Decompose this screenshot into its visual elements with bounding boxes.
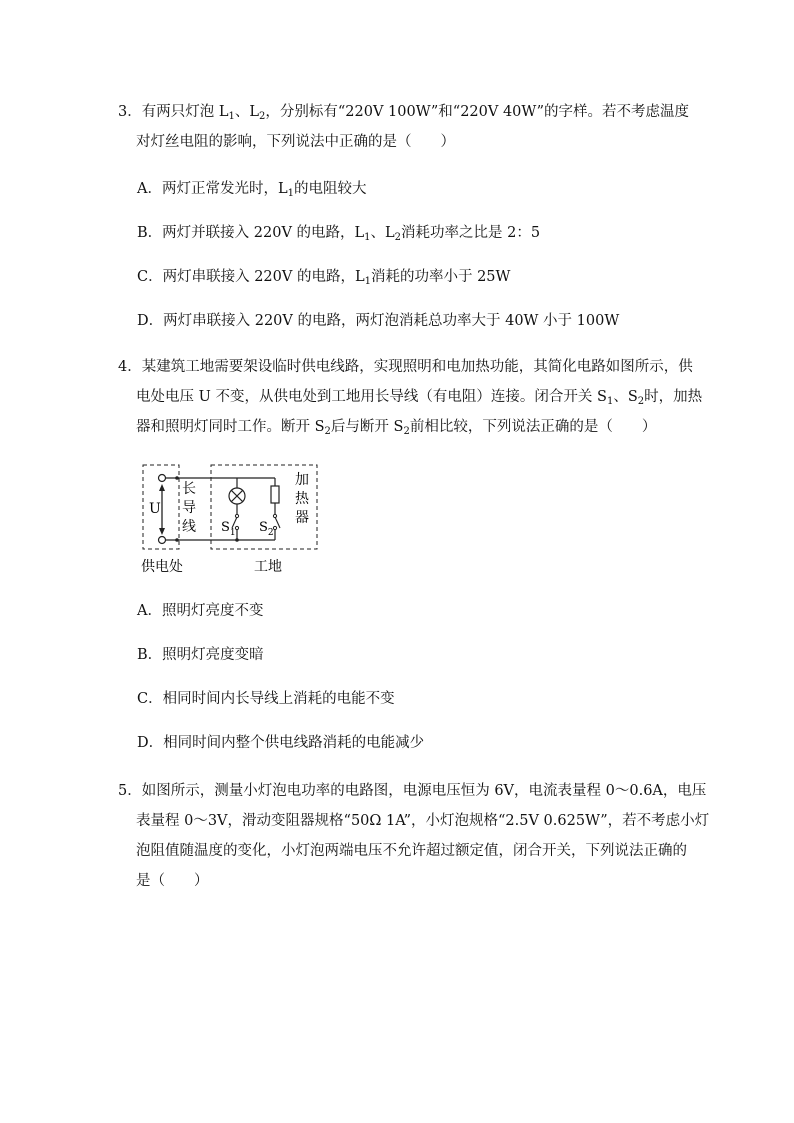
circuit-diagram <box>138 460 338 580</box>
question-5 <box>118 776 710 896</box>
junction-dot <box>175 538 179 542</box>
lamp-icon <box>229 488 245 504</box>
q4-option-d: D．相同时间内整个供电线路消耗的电能减少 <box>137 735 425 751</box>
question-3 <box>118 97 688 157</box>
voltage-label: U <box>149 501 161 517</box>
heater-label-char: 加 <box>295 472 309 488</box>
q4-line-2: 电处电压 U 不变，从供电处到工地用长导线（有电阻）连接。闭合开关 $S_1$、$S_2$时，加热 <box>136 389 703 407</box>
s2-label: $S_2$ <box>259 520 274 538</box>
q4-line-1: 4．某建筑工地需要架设临时供电线路，实现照明和电加热功能，其简化电路如图所示，供 <box>118 359 693 375</box>
wire-label-char: 线 <box>182 519 196 535</box>
heater-label-char: 热 <box>295 491 309 507</box>
s1-label: $S_1$ <box>221 520 236 538</box>
q4-option-b: B．照明灯亮度变暗 <box>137 647 264 663</box>
heater-resistor-icon <box>271 486 279 503</box>
q5-line-1: 5．如图所示，测量小灯泡电功率的电路图，电源电压恒为 6V，电流表量程 0～0.6A，电压 <box>118 783 707 799</box>
q3-option-c: C．两灯串联接入 220V 的电路，$L_1$消耗的功率小于 25W <box>137 269 511 287</box>
terminal-top <box>159 475 166 482</box>
wire-label-char: 长 <box>182 481 196 497</box>
q3-option-b: B．两灯并联接入 220V 的电路，$L_1$、$L_2$消耗功率之比是 2：5 <box>137 225 541 243</box>
wire-label-char: 导 <box>182 500 196 516</box>
terminal-bottom <box>159 537 166 544</box>
site-caption: 工地 <box>254 559 282 575</box>
switch-s2-icon <box>273 514 280 529</box>
junction-dot <box>175 476 179 480</box>
q4-line-3: 器和照明灯同时工作。断开 $S_2$后与断开 $S_2$前相比较，下列说法正确的是（ ） <box>136 419 657 437</box>
q3-option-d: D．两灯串联接入 220V 的电路，两灯泡消耗总功率大于 40W 小于 100W <box>137 313 620 329</box>
supply-caption: 供电处 <box>141 559 183 575</box>
voltage-arrow-head-up <box>159 484 165 491</box>
heater-label-char: 器 <box>295 510 309 526</box>
q3-option-a: A．两灯正常发光时，$L_1$的电阻较大 <box>137 181 367 199</box>
voltage-arrow-head-down <box>159 528 165 535</box>
q3-line-1: 3．有两只灯泡 $L_1$、$L_2$，分别标有“220V 100W”和“220V 40W”的字样。若不考虑温度 <box>118 104 689 122</box>
q4-option-a: A．照明灯亮度不变 <box>137 603 264 619</box>
q5-line-4: 是（ ） <box>136 873 209 889</box>
junction-dot <box>235 538 239 542</box>
q4-option-c: C．相同时间内长导线上消耗的电能不变 <box>137 691 395 707</box>
question-4 <box>118 352 703 442</box>
q3-line-2: 对灯丝电阻的影响，下列说法中正确的是（ ） <box>136 134 455 150</box>
q5-line-3: 泡阻值随温度的变化，小灯泡两端电压不允许超过额定值，闭合开关，下列说法正确的 <box>136 843 687 859</box>
q5-line-2: 表量程 0～3V，滑动变阻器规格“50Ω 1A”，小灯泡规格“2.5V 0.625W”，若不考虑小灯 <box>136 813 710 829</box>
